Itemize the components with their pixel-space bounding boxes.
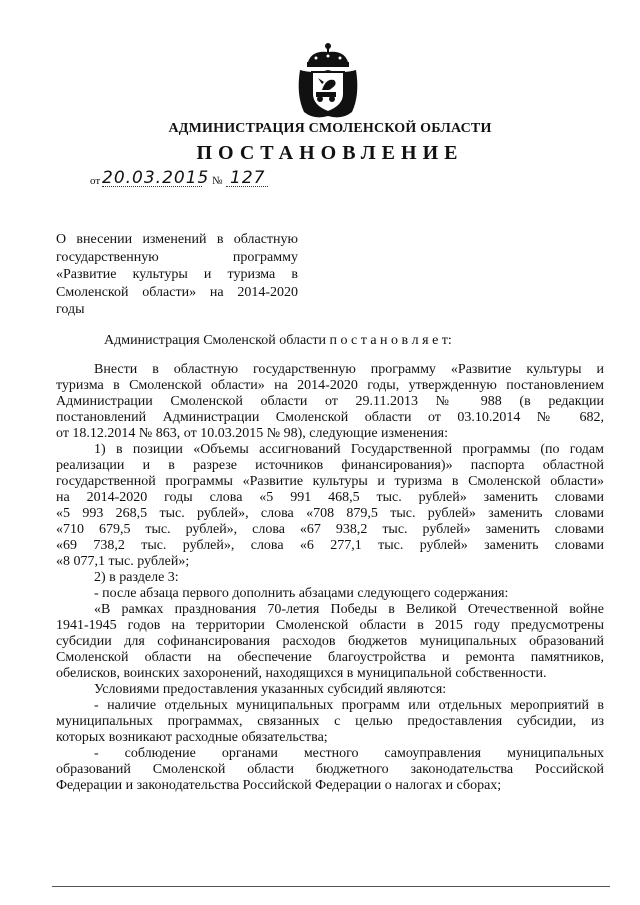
body-line: Смоленской области на обеспечение благоустройства и ремонта памятников, xyxy=(56,650,604,665)
page-bottom-rule xyxy=(52,886,610,887)
title-line: О внесении изменений в областную xyxy=(56,232,298,247)
number-handwritten: 127 xyxy=(230,168,266,188)
body-line: 2) в разделе 3: xyxy=(94,570,179,585)
title-line: Смоленской области» на 2014-2020 xyxy=(56,284,298,300)
body-line: постановлений Администрации Смоленской области от 03.10.2014 № 682, xyxy=(56,410,604,425)
document-type: ПОСТАНОВЛЕНИЕ xyxy=(196,142,464,164)
body-line: реализации и в разрезе источников финансирования)» паспорта областной xyxy=(56,458,604,473)
body-line: Внести в областную государственную программу «Развитие культуры и xyxy=(94,362,604,377)
title-line: «Развитие культуры и туризма в xyxy=(56,267,298,282)
body-line: «710 679,5 тыс. рублей», слова «67 938,2 тыс. рублей» заменить словами xyxy=(56,522,604,537)
decree-subject: Администрация Смоленской области xyxy=(104,333,327,348)
body-line: 1941-1945 годов на территории Смоленской области в 2015 году предусмотрены xyxy=(56,618,604,633)
body-line: 1) в позиции «Объемы ассигнований Государственной программы (по годам xyxy=(94,442,604,457)
decree-line xyxy=(56,333,604,349)
body-line: муниципальных программах, связанных с целью предоставления субсидии, из xyxy=(56,714,604,729)
body-line: обелисков, воинских захоронений, находящихся в муниципальной собственности. xyxy=(56,666,547,681)
coat-of-arms-emblem xyxy=(294,40,362,120)
body-line: на 2014-2020 годы слова «5 991 468,5 тыс. рублей» заменить словами xyxy=(56,490,604,505)
organization-name: АДМИНИСТРАЦИЯ СМОЛЕНСКОЙ ОБЛАСТИ xyxy=(168,121,492,136)
number-prefix: № xyxy=(212,175,223,187)
body-line: от 18.12.2014 № 863, от 10.03.2015 № 98), следующие изменения: xyxy=(56,426,448,441)
body-line: Федерации и законодательства Российской Федерации о налогах и сборах; xyxy=(56,778,502,793)
title-line: государственную программу xyxy=(56,249,298,265)
body-line: «69 738,2 тыс. рублей», слова «6 277,1 тыс. рублей» заменить словами xyxy=(56,538,604,553)
body-line: - после абзаца первого дополнить абзацами следующего содержания: xyxy=(94,586,509,601)
body-line: «8 077,1 тыс. рублей»; xyxy=(56,554,190,569)
decree-verb: п о с т а н о в л я е т: xyxy=(329,333,452,348)
document-title xyxy=(56,231,298,319)
date-underline xyxy=(102,186,202,188)
number-underline xyxy=(226,186,268,188)
document-body xyxy=(56,362,604,794)
body-line: - наличие отдельных муниципальных программ или отдельных мероприятий в xyxy=(94,698,604,713)
date-prefix: от xyxy=(90,175,101,187)
body-line: образований Смоленской области бюджетного законодательства Российской xyxy=(56,762,604,777)
body-line: Условиями предоставления указанных субсидий являются: xyxy=(94,682,447,697)
title-line: годы xyxy=(56,302,85,317)
body-line: туризма в Смоленской области» на 2014-2020 годы, утвержденную постановлением xyxy=(56,378,604,393)
body-line: субсидии для софинансирования расходов бюджетов муниципальных образований xyxy=(56,634,604,649)
body-line: «В рамках празднования 70-летия Победы в Великой Отечественной войне xyxy=(94,602,604,617)
body-line: - соблюдение органами местного самоуправления муниципальных xyxy=(94,746,604,761)
body-line: Администрации Смоленской области от 29.11.2013 № 988 (в редакции xyxy=(56,394,604,409)
body-line: которых возникают расходные обязательства; xyxy=(56,730,328,745)
body-line: государственной программы «Развитие культуры и туризма в Смоленской области» xyxy=(56,474,604,489)
body-line: «5 993 268,5 тыс. рублей», слова «708 879,5 тыс. рублей» заменить словами xyxy=(56,506,604,521)
date-handwritten: 20.03.2015 xyxy=(102,168,210,188)
